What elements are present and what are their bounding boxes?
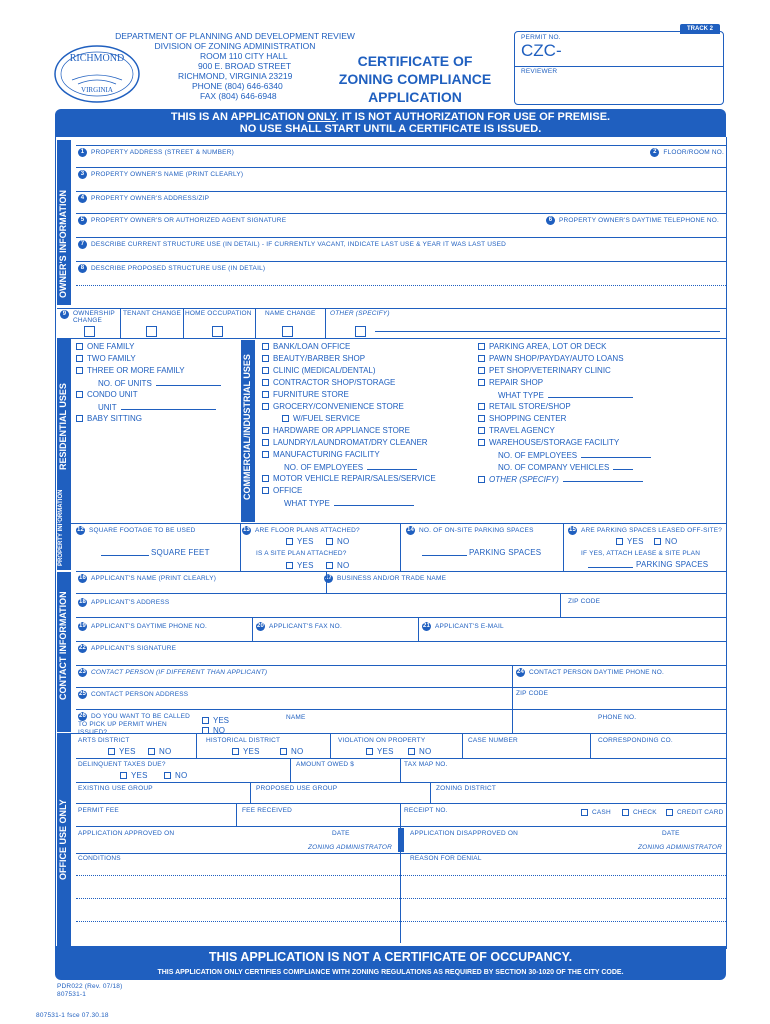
label: BUSINESS AND/OR TRADE NAME xyxy=(337,575,447,583)
title-line: CERTIFICATE OF xyxy=(357,53,473,69)
parking-input[interactable] xyxy=(422,548,467,556)
res-three-family[interactable]: THREE OR MORE FAMILY xyxy=(76,366,185,375)
com-item[interactable]: PARKING AREA, LOT OR DECK xyxy=(478,342,607,351)
other-change-label: OTHER (SPECIFY) xyxy=(330,310,390,317)
com-item[interactable]: OFFICE xyxy=(262,486,302,495)
conditions-label: CONDITIONS xyxy=(78,855,121,862)
com-item[interactable]: BEAUTY/BARBER SHOP xyxy=(262,354,365,363)
receipt-label: RECEIPT NO. xyxy=(404,807,448,814)
com-item[interactable]: WAREHOUSE/STORAGE FACILITY xyxy=(478,438,619,447)
com-item[interactable]: PET SHOP/VETERINARY CLINIC xyxy=(478,366,611,375)
proposed-use-field[interactable]: 8 DESCRIBE PROPOSED STRUCTURE USE (IN DETAIL) xyxy=(76,261,726,285)
com-item[interactable]: TRAVEL AGENCY xyxy=(478,426,555,435)
contact-section-label: CONTACT INFORMATION xyxy=(58,591,68,700)
delinquent-yes[interactable]: YES xyxy=(120,771,148,780)
dept-line: DIVISION OF ZONING ADMINISTRATION xyxy=(154,41,316,51)
applicant-address-field[interactable]: 18 APPLICANT'S ADDRESS ZIP CODE xyxy=(76,593,726,617)
reviewer-label: REVIEWER xyxy=(521,68,558,75)
arts-label: ARTS DISTRICT xyxy=(78,737,130,744)
check-checkbox[interactable]: CHECK xyxy=(622,809,657,816)
proposed-label: PROPOSED USE GROUP xyxy=(256,785,338,792)
footer-sub: THIS APPLICATION ONLY CERTIFIES COMPLIANCE WITH ZONING REGULATIONS AS REQUIRED BY SECTION 30-1020 OF THE CITY CODE. xyxy=(157,969,624,976)
taxmap-label: TAX MAP NO. xyxy=(404,761,448,768)
footer-banner xyxy=(55,946,726,980)
label: CONTACT PERSON (IF DIFFERENT THAN APPLICANT) xyxy=(91,669,268,677)
property-row: 12 SQUARE FOOTAGE TO BE USED SQUARE FEET 13 ARE FLOOR PLANS ATTACHED? YES NO IS A SITE PLAN ATTACHED? YES NO 14 NO. OF ON-SITE PARKING SPACES PARKING SPACES 15 ARE PARKING SPACES LEASED OFF-SITE? YES NO IF YES, ATTACH LEASE & SITE PLAN PARKING SPACES xyxy=(76,527,723,570)
com-item[interactable]: MANUFACTURING FACILITY xyxy=(262,450,380,459)
zip-label: ZIP CODE xyxy=(516,690,549,697)
applicant-name-field[interactable]: 16 APPLICANT'S NAME (PRINT CLEARLY) 17 BUSINESS AND/OR TRADE NAME xyxy=(76,571,726,593)
home-occupation-label: HOME OCCUPATION xyxy=(185,310,252,317)
delinquent-label: DELINQUENT TAXES DUE? xyxy=(78,761,166,768)
com-item[interactable]: W/FUEL SERVICE xyxy=(282,414,360,423)
com-item[interactable]: CONTRACTOR SHOP/STORAGE xyxy=(262,378,395,387)
call-phone-label: PHONE NO. xyxy=(598,714,637,721)
corr-label: CORRESPONDING CO. xyxy=(598,737,673,744)
warning-banner xyxy=(55,109,726,137)
delinquent-no[interactable]: NO xyxy=(164,771,187,780)
existing-label: EXISTING USE GROUP xyxy=(78,785,153,792)
historical-no[interactable]: NO xyxy=(280,747,303,756)
com-other[interactable]: OTHER (SPECIFY) xyxy=(478,474,643,484)
com-what-type[interactable]: WHAT TYPE xyxy=(284,498,414,508)
approved-date-label: DATE xyxy=(332,830,350,837)
credit-checkbox[interactable]: CREDIT CARD xyxy=(666,809,724,816)
other-change-checkbox[interactable] xyxy=(355,326,366,337)
leased-label: ARE PARKING SPACES LEASED OFF-SITE? xyxy=(581,527,723,535)
applicant-signature-field[interactable]: 22 APPLICANT'S SIGNATURE xyxy=(76,641,726,663)
call-yes[interactable]: YES xyxy=(202,716,229,725)
applicant-phone-field[interactable]: 19 APPLICANT'S DAYTIME PHONE NO. 20 APPLICANT'S FAX NO. 21 APPLICANT'S E-MAIL xyxy=(76,617,726,641)
dept-line: RICHMOND, VIRGINIA 23219 xyxy=(178,71,293,81)
siteplan-yes[interactable]: YES xyxy=(286,561,314,570)
com-employees-2[interactable]: NO. OF EMPLOYEES xyxy=(498,450,651,460)
com-item[interactable]: PAWN SHOP/PAYDAY/AUTO LOANS xyxy=(478,354,624,363)
contact-address-field[interactable]: 25 CONTACT PERSON ADDRESS ZIP CODE xyxy=(76,687,726,709)
label: CONTACT PERSON ADDRESS xyxy=(91,691,189,699)
res-baby-sitting[interactable]: BABY SITTING xyxy=(76,414,142,423)
com-item[interactable]: MOTOR VEHICLE REPAIR/SALES/SERVICE xyxy=(262,474,436,483)
dept-line: DEPARTMENT OF PLANNING AND DEVELOPMENT REVIEW xyxy=(115,31,355,41)
divider-marker xyxy=(398,828,404,852)
res-one-family[interactable]: ONE FAMILY xyxy=(76,342,134,351)
label: APPLICANT'S DAYTIME PHONE NO. xyxy=(91,623,207,631)
com-item[interactable]: CLINIC (MEDICAL/DENTAL) xyxy=(262,366,376,375)
label: DESCRIBE CURRENT STRUCTURE USE (IN DETAIL) - IF CURRENTLY VACANT, INDICATE LAST USE & YEAR IT WAS LAST USED xyxy=(91,241,507,249)
form-title xyxy=(320,52,510,106)
com-item[interactable]: LAUNDRY/LAUNDROMAT/DRY CLEANER xyxy=(262,438,428,447)
com-item[interactable]: FURNITURE STORE xyxy=(262,390,349,399)
za-label-2: ZONING ADMINISTRATOR xyxy=(638,844,723,851)
sqft-unit: SQUARE FEET xyxy=(151,548,210,557)
sqft-input[interactable] xyxy=(101,548,149,556)
sqft-label: SQUARE FOOTAGE TO BE USED xyxy=(89,527,196,535)
leased-unit: PARKING SPACES xyxy=(636,560,709,569)
violation-yes[interactable]: YES xyxy=(366,747,394,756)
office-row-1 xyxy=(76,735,726,759)
zip-label: ZIP CODE xyxy=(568,598,601,605)
name-change-checkbox[interactable] xyxy=(282,326,293,337)
revision-line-1: PDR022 (Rev. 07/18) xyxy=(57,983,123,990)
com-item[interactable]: SHOPPING CENTER xyxy=(478,414,566,423)
residential-section-label: RESIDENTIAL USES xyxy=(58,383,68,470)
disapproved-label: APPLICATION DISAPPROVED ON xyxy=(410,830,519,837)
com-item[interactable]: HARDWARE OR APPLIANCE STORE xyxy=(262,426,410,435)
track-badge: TRACK 2 xyxy=(680,24,720,34)
label: DESCRIBE PROPOSED STRUCTURE USE (IN DETAIL) xyxy=(91,265,266,273)
res-two-family[interactable]: TWO FAMILY xyxy=(76,354,136,363)
label: APPLICANT'S ADDRESS xyxy=(91,599,170,607)
title-line: APPLICATION xyxy=(368,89,462,105)
office-section-label: OFFICE USE ONLY xyxy=(58,799,68,880)
change-row: 9 OWNERSHIP CHANGE TENANT CHANGE HOME OCCUPATION NAME CHANGE OTHER (SPECIFY) xyxy=(60,310,720,338)
dept-line: FAX (804) 646-6948 xyxy=(200,91,277,101)
home-occupation-checkbox[interactable] xyxy=(212,326,223,337)
property-section-label: PROPERTY INFORMATION xyxy=(58,489,64,566)
amount-label: AMOUNT OWED $ xyxy=(296,761,355,768)
com-vehicles[interactable]: NO. OF COMPANY VEHICLES xyxy=(498,462,633,472)
res-unit[interactable]: UNIT xyxy=(98,402,216,412)
leased-yes[interactable]: YES xyxy=(616,537,644,546)
office-row-4 xyxy=(76,805,726,827)
com-employees[interactable]: NO. OF EMPLOYEES xyxy=(284,462,417,472)
approved-label: APPLICATION APPROVED ON xyxy=(78,830,175,837)
owner-signature-field[interactable]: 5 PROPERTY OWNER'S OR AUTHORIZED AGENT SIGNATURE 6 PROPERTY OWNER'S DAYTIME TELEPHONE NO. xyxy=(76,213,726,237)
com-item[interactable]: GROCERY/CONVENIENCE STORE xyxy=(262,402,404,411)
com-item[interactable]: BANK/LOAN OFFICE xyxy=(262,342,350,351)
fee-received-label: FEE RECEIVED xyxy=(242,807,293,814)
dept-line: ROOM 110 CITY HALL xyxy=(200,51,288,61)
permit-fee-label: PERMIT FEE xyxy=(78,807,119,814)
commercial-section-label: COMMERCIAL/INDUSTRIAL USES xyxy=(242,354,252,500)
leased-note: IF YES, ATTACH LEASE & SITE PLAN xyxy=(581,550,701,557)
za-label-1: ZONING ADMINISTRATOR xyxy=(308,844,393,851)
reason-label: REASON FOR DENIAL xyxy=(410,855,482,862)
label: PROPERTY OWNER'S DAYTIME TELEPHONE NO. xyxy=(559,217,720,225)
leased-no[interactable]: NO xyxy=(654,537,677,546)
res-no-units[interactable]: NO. OF UNITS xyxy=(98,378,221,388)
res-condo-unit[interactable]: CONDO UNIT xyxy=(76,390,138,399)
label: APPLICANT'S SIGNATURE xyxy=(91,645,177,653)
violation-no[interactable]: NO xyxy=(408,747,431,756)
cash-checkbox[interactable]: CASH xyxy=(581,809,611,816)
permit-box[interactable] xyxy=(514,31,724,105)
label: APPLICANT'S NAME (PRINT CLEARLY) xyxy=(91,575,217,583)
seal-top-text: RICHMOND xyxy=(69,53,125,64)
parking-label: NO. OF ON-SITE PARKING SPACES xyxy=(419,527,534,535)
com-repair-type[interactable]: WHAT TYPE xyxy=(498,390,633,400)
arts-no[interactable]: NO xyxy=(148,747,171,756)
owner-address-field[interactable]: 4 PROPERTY OWNER'S ADDRESS/ZIP xyxy=(76,191,726,213)
dept-line: PHONE (804) 646-6340 xyxy=(192,81,283,91)
office-row-2 xyxy=(76,759,726,783)
owner-section-label: OWNER'S INFORMATION xyxy=(58,190,68,298)
siteplan-label: IS A SITE PLAN ATTACHED? xyxy=(256,550,347,557)
parking-unit: PARKING SPACES xyxy=(469,548,542,557)
owner-name-field[interactable]: 3 PROPERTY OWNER'S NAME (PRINT CLEARLY) xyxy=(76,167,726,191)
label: FLOOR/ROOM NO. xyxy=(663,149,724,157)
label: PROPERTY OWNER'S ADDRESS/ZIP xyxy=(91,195,210,203)
current-use-field[interactable]: 7 DESCRIBE CURRENT STRUCTURE USE (IN DETAIL) - IF CURRENTLY VACANT, INDICATE LAST USE & YEAR IT WAS LAST USED xyxy=(76,237,726,261)
violation-label: VIOLATION ON PROPERTY xyxy=(338,737,426,744)
call-no[interactable]: NO xyxy=(202,726,225,735)
plans-label: ARE FLOOR PLANS ATTACHED? xyxy=(255,527,360,535)
plans-no[interactable]: NO xyxy=(326,537,349,546)
property-address-field[interactable]: 1 PROPERTY ADDRESS (STREET & NUMBER) 2 FLOOR/ROOM NO. xyxy=(76,145,726,167)
other-change-input[interactable] xyxy=(375,322,720,332)
seal-bottom-text: VIRGINIA xyxy=(81,86,113,94)
com-item[interactable]: REPAIR SHOP xyxy=(478,378,543,387)
name-change-label: NAME CHANGE xyxy=(265,310,316,317)
plans-yes[interactable]: YES xyxy=(286,537,314,546)
ownership-change-label: OWNERSHIP CHANGE xyxy=(73,310,115,324)
leased-input[interactable] xyxy=(588,560,633,568)
banner-line-1: THIS IS AN APPLICATION ONLY. IT IS NOT AUTHORIZATION FOR USE OF PREMISE. xyxy=(170,111,611,123)
arts-yes[interactable]: YES xyxy=(108,747,136,756)
permit-prefix: CZC- xyxy=(521,41,562,60)
call-name-label: NAME xyxy=(286,714,306,721)
revision-line-2: 807531-1 xyxy=(57,991,87,998)
dept-line: 900 E. BROAD STREET xyxy=(198,61,292,71)
label: PROPERTY ADDRESS (STREET & NUMBER) xyxy=(91,149,234,157)
footer-title: THIS APPLICATION IS NOT A CERTIFICATE OF OCCUPANCY. xyxy=(208,950,573,964)
zoning-label: ZONING DISTRICT xyxy=(436,785,497,792)
title-line: ZONING COMPLIANCE xyxy=(338,71,492,87)
historical-yes[interactable]: YES xyxy=(232,747,260,756)
permit-no-label: PERMIT NO. xyxy=(521,34,561,41)
banner-line-2: NO USE SHALL START UNTIL A CERTIFICATE IS ISSUED. xyxy=(239,123,542,135)
historical-label: HISTORICAL DISTRICT xyxy=(206,737,281,744)
disapproved-date-label: DATE xyxy=(662,830,680,837)
label: PROPERTY OWNER'S NAME (PRINT CLEARLY) xyxy=(91,171,244,179)
pickup-call-field: 26 DO YOU WANT TO BE CALLED TO PICK UP PERMIT WHEN ISSUED? YES NO NAME PHONE NO. xyxy=(76,709,726,733)
ownership-change-checkbox[interactable] xyxy=(84,326,95,337)
label: DO YOU WANT TO BE CALLED TO PICK UP PERMIT WHEN ISSUED? xyxy=(78,713,191,737)
label: APPLICANT'S FAX NO. xyxy=(269,623,342,631)
label: PROPERTY OWNER'S OR AUTHORIZED AGENT SIGNATURE xyxy=(91,217,287,225)
contact-person-field[interactable]: 23 CONTACT PERSON (IF DIFFERENT THAN APPLICANT) 24 CONTACT PERSON DAYTIME PHONE NO. xyxy=(76,665,726,687)
print-stamp: 807531-1 fsce 07.30.18 xyxy=(36,1012,109,1019)
case-label: CASE NUMBER xyxy=(468,737,518,744)
label: APPLICANT'S E-MAIL xyxy=(435,623,504,631)
tenant-change-checkbox[interactable] xyxy=(146,326,157,337)
office-row-3 xyxy=(76,783,726,803)
label: CONTACT PERSON DAYTIME PHONE NO. xyxy=(529,669,664,677)
siteplan-no[interactable]: NO xyxy=(326,561,349,570)
tenant-change-label: TENANT CHANGE xyxy=(123,310,182,317)
com-item[interactable]: RETAIL STORE/SHOP xyxy=(478,402,571,411)
